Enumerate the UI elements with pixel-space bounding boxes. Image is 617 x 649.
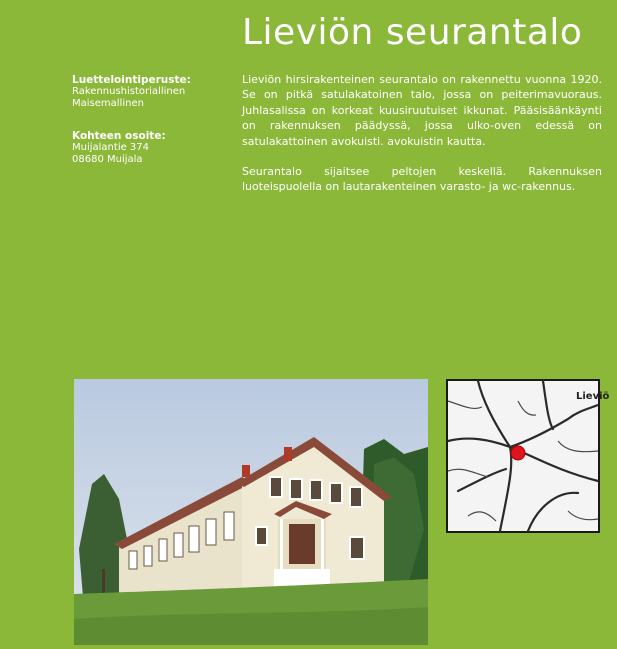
location-marker (511, 446, 525, 460)
criteria-block (72, 74, 232, 110)
map-illustration (448, 381, 598, 531)
address-block (72, 130, 232, 166)
criteria-item: Rakennushistoriallinen (72, 86, 186, 97)
description-paragraph: Seurantalo sijaitsee peltojen keskellä. Rakennuksen luoteispuolella on lautarakenteinen varasto- ja wc-rakennus. (242, 165, 602, 194)
description (242, 72, 602, 210)
address-label: Kohteen osoite: (72, 130, 166, 142)
address-line: Muijalantie 374 (72, 142, 150, 153)
sidebar-info (72, 74, 232, 186)
description-paragraph: Lieviön hirsirakenteinen seurantalo on rakennettu vuonna 1920. Se on pitkä satulakatoinen talo, jossa on peiterimavuoraus. Juhlasalissa on korkeat kuusiruutuiset ikkunat. Pääsisäänkäynti on rakennuksen päädyssä, jossa ulko-oven edessä on satulakattoinen avokuisti. avokuistin kautta. (242, 73, 602, 148)
criteria-item: Maisemallinen (72, 98, 144, 109)
location-map (446, 379, 610, 533)
building-photo (74, 379, 428, 645)
address-line: 08680 Muijala (72, 154, 143, 165)
page-title: Lieviön seurantalo (242, 12, 583, 53)
map-place-label: Lieviö (576, 391, 610, 402)
building-photo-illustration (74, 379, 428, 645)
criteria-label: Luettelointiperuste: (72, 74, 191, 86)
